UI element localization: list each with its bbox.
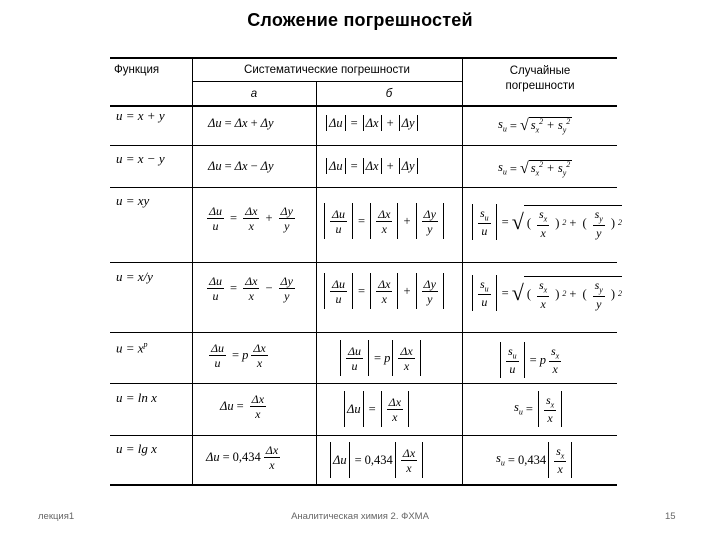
header-systematic: Систематические погрешности (244, 64, 410, 76)
formula-a-cell: Δ u = Δ x − Δ y (208, 159, 274, 173)
function-cell: u = xy (116, 193, 150, 208)
function-cell: u = ln x (116, 390, 157, 405)
formula-random-cell: $\frac{s_u}{u}$ = p $\frac{s_x}{x}$ (498, 342, 564, 378)
formula-a-cell: Δ u = $\frac{\Delta x}{x}$ (220, 392, 265, 421)
function-cell: u = lg x (116, 441, 157, 456)
function-cell: u = x/y (116, 269, 153, 284)
formula-random-cell: $s_u$ = √ $s_x^2 + s_y^2$ (498, 159, 571, 178)
header-col-b: б (385, 88, 393, 100)
formula-a-cell: Δ u = 0,434 $\frac{\Delta x}{x}$ (206, 443, 279, 472)
formula-a-cell: $\frac{\Delta u}{u}$ = p $\frac{\Delta x}{x}$ (211, 341, 266, 370)
error-propagation-table (110, 57, 623, 485)
formula-b-cell: $\frac{\Delta u}{u}$ = $\frac{\Delta x}{x}$ + $\frac{\Delta y}{y}$ (322, 203, 446, 239)
footer-course: Аналитическая химия 2. ФХМА (291, 511, 429, 522)
formula-b-cell: Δ u = Δ x + Δ y (324, 115, 420, 131)
formula-random-cell: $s_u$ = 0,434 $\frac{s_x}{x}$ (496, 442, 574, 478)
header-random: Случайные погрешности (505, 65, 575, 92)
header-col-a: а (250, 88, 258, 100)
formula-random-cell: $s_u$ = √ $s_x^2 + s_y^2$ (498, 116, 571, 135)
formula-random-cell: $\frac{s_u}{u}$ = √ ( $\frac{s_x}{x}$ ) 2 + ( $\frac{s_y}{y}$ ) 2 (470, 275, 622, 311)
formula-a-cell: $\frac{\Delta u}{u}$ = $\frac{\Delta x}{x}$ + $\frac{\Delta y}{y}$ (209, 204, 293, 233)
formula-b-cell: $\frac{\Delta u}{u}$ = $\frac{\Delta x}{x}$ + $\frac{\Delta y}{y}$ (322, 273, 446, 309)
formula-random-cell: $s_u$ = $\frac{s_x}{x}$ (514, 391, 564, 427)
function-cell: $u = x^p$ (116, 340, 148, 356)
header-function: Функция (114, 64, 160, 76)
formula-b-cell: Δ u = Δ x + Δ y (324, 158, 420, 174)
formula-b-cell: Δ u = 0,434 $\frac{\Delta x}{x}$ (328, 442, 425, 478)
formula-a-cell: Δ u = Δ x + Δ y (208, 116, 274, 130)
formula-random-cell: $\frac{s_u}{u}$ = √ ( $\frac{s_x}{x}$ ) 2 + ( $\frac{s_y}{y}$ ) 2 (470, 204, 622, 240)
function-cell: u = x + y (116, 108, 165, 123)
formula-b-cell: Δ u = $\frac{\Delta x}{x}$ (342, 391, 411, 427)
slide-title: Сложение погрешностей (247, 10, 473, 30)
formula-b-cell: $\frac{\Delta u}{u}$ = p $\frac{\Delta x}{x}$ (338, 340, 423, 376)
formula-a-cell: $\frac{\Delta u}{u}$ = $\frac{\Delta x}{x}$ − $\frac{\Delta y}{y}$ (209, 274, 293, 303)
function-cell: u = x − y (116, 151, 165, 166)
footer-lecture: лекция1 (38, 511, 75, 522)
page-number: 15 (665, 511, 676, 522)
